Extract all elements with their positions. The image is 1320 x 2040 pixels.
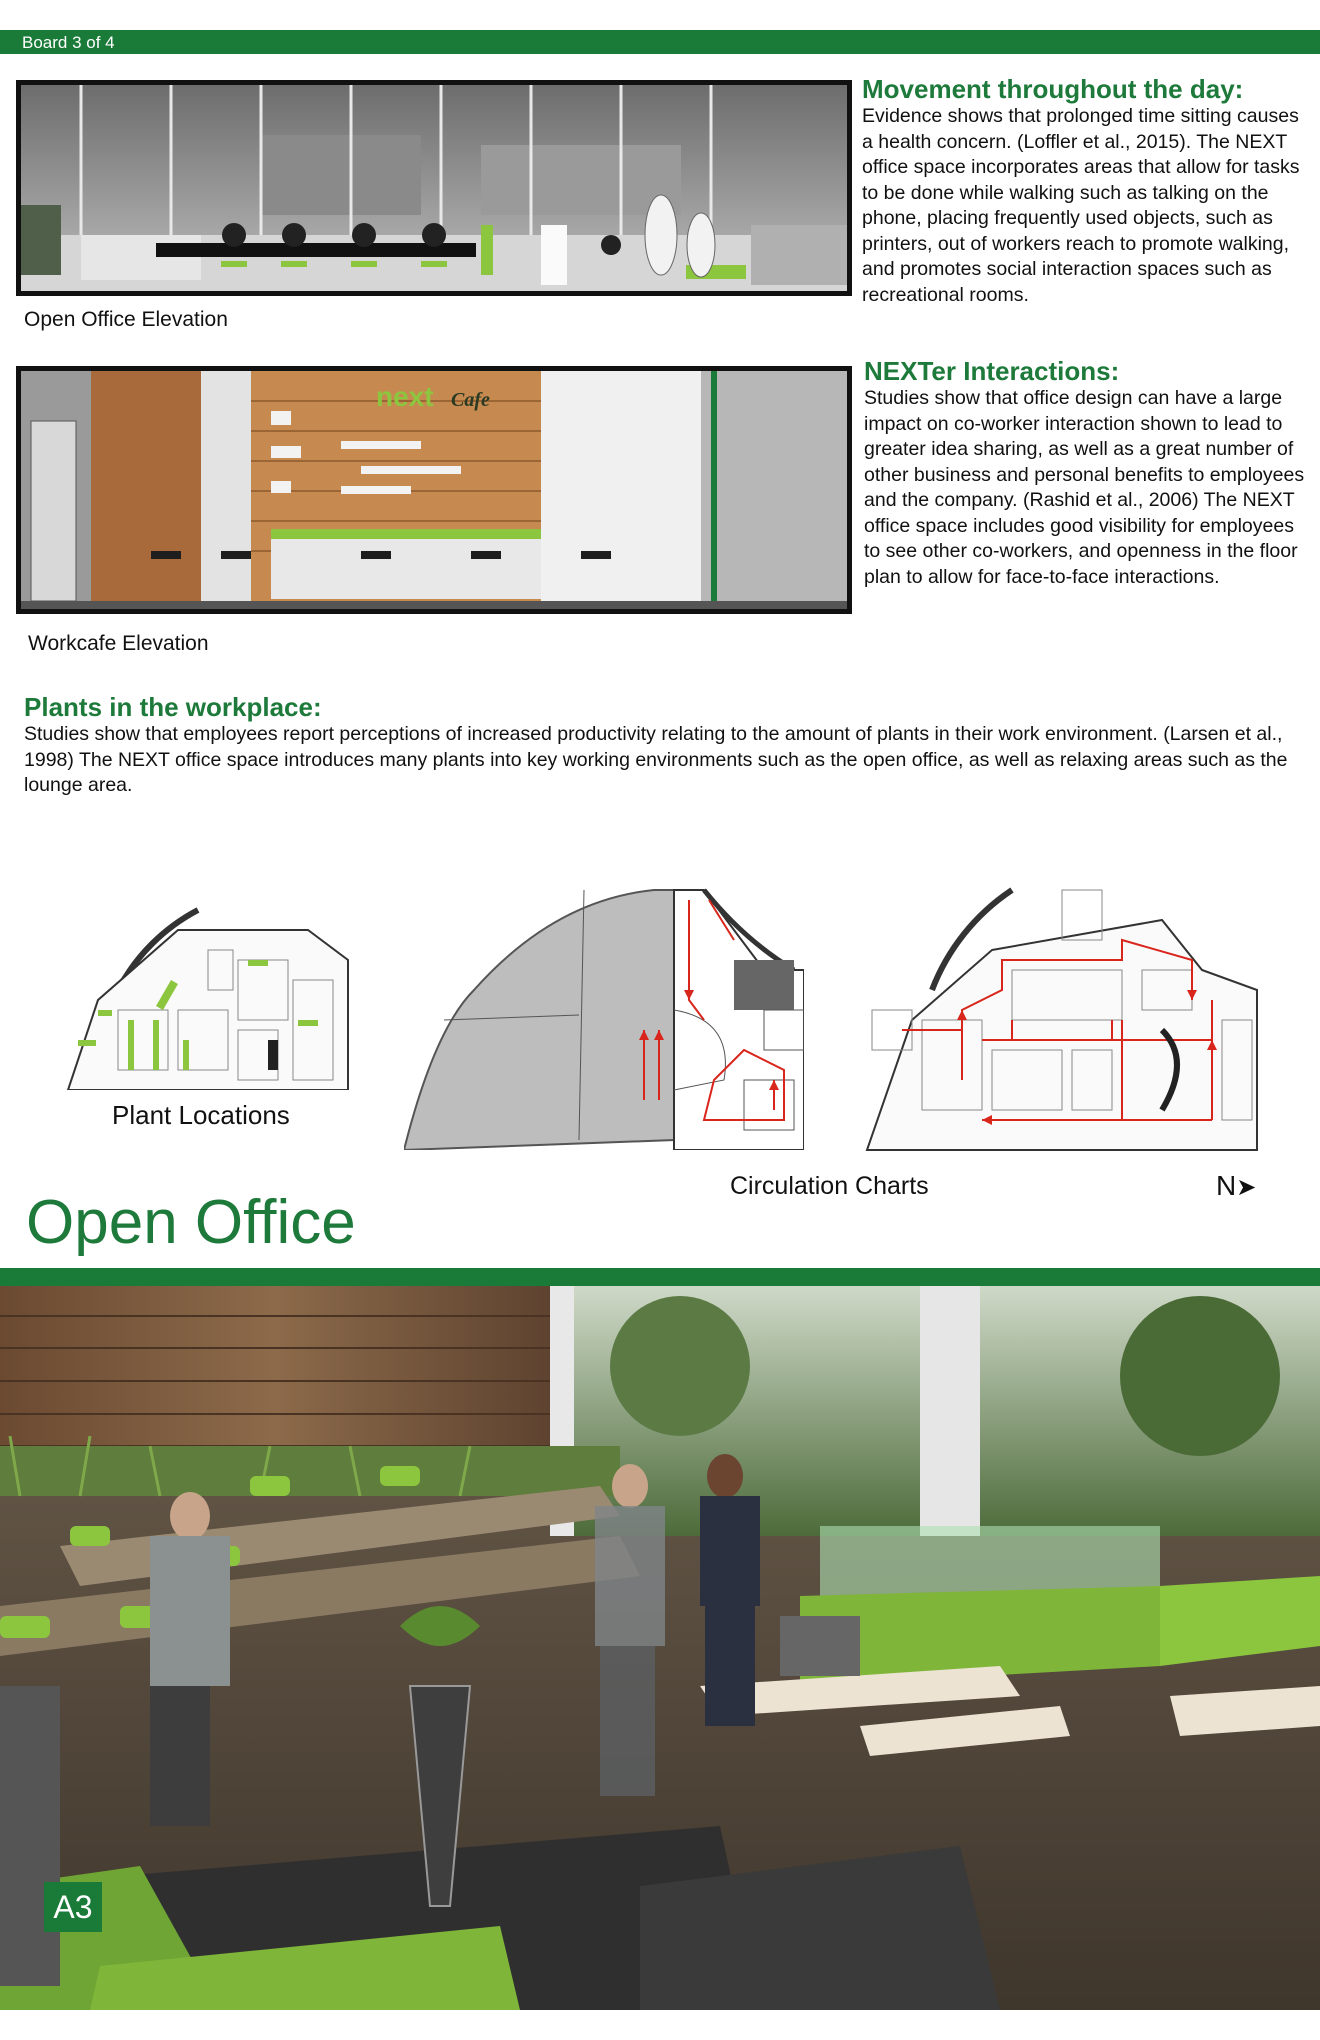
- circulation-charts-caption: Circulation Charts: [730, 1172, 929, 1200]
- workcafe-elevation-caption: Workcafe Elevation: [28, 632, 209, 655]
- circulation-plan-1: [404, 880, 804, 1150]
- north-label: N: [1216, 1170, 1237, 1201]
- sheet-badge: A3: [44, 1882, 102, 1932]
- open-office-rendering: [0, 1286, 1320, 2010]
- workcafe-elevation-image: [16, 366, 852, 614]
- cafe-sign-next: next: [376, 381, 434, 412]
- top-banner: [0, 30, 1320, 54]
- open-office-title: Open Office: [26, 1188, 356, 1257]
- movement-body: Evidence shows that prolonged time sitting causes a health concern. (Loffler et al., 2015). The NEXT office space incorporates areas that allow for tasks to be done while walking such as talking on the phone, placing frequently used objects, such as printers, out of workers reach to promote walking, and promotes social interaction spaces such as recreational rooms.: [862, 105, 1300, 306]
- interactions-title: NEXTer Interactions:: [864, 356, 1120, 386]
- plant-locations-plan: [58, 890, 358, 1090]
- interactions-section: [864, 356, 1312, 590]
- circulation-plan-2: [862, 880, 1262, 1152]
- plants-body: Studies show that employees report perceptions of increased productivity relating to the amount of plants in their work environment. (Larsen et al., 1998) The NEXT office space introduces many plants into key working environments such as the open office, as well as relaxing areas such as the lounge area.: [24, 723, 1288, 796]
- cafe-sign-script: Cafe: [451, 389, 490, 411]
- green-divider: [0, 1268, 1320, 1286]
- open-office-elevation-image: [16, 80, 852, 296]
- plants-section: [24, 692, 1300, 799]
- open-office-elevation-caption: Open Office Elevation: [24, 308, 228, 331]
- movement-section: [862, 74, 1314, 308]
- north-arrow-icon: ➤: [1236, 1174, 1257, 1201]
- interactions-body: Studies show that office design can have a large impact on co-worker interaction shown to lead to greater idea sharing, as well as a great number of other business and personal benefits to employees and the company. (Rashid et al., 2006) The NEXT office space includes good visibility for employees to see other co-workers, and openness in the floor plan to allow for face-to-face interactions.: [864, 387, 1305, 588]
- plant-locations-caption: Plant Locations: [112, 1100, 290, 1130]
- north-indicator: [1216, 1170, 1256, 1202]
- board-label: Board 3 of 4: [22, 33, 115, 52]
- movement-title: Movement throughout the day:: [862, 74, 1244, 104]
- plants-title: Plants in the workplace:: [24, 692, 322, 722]
